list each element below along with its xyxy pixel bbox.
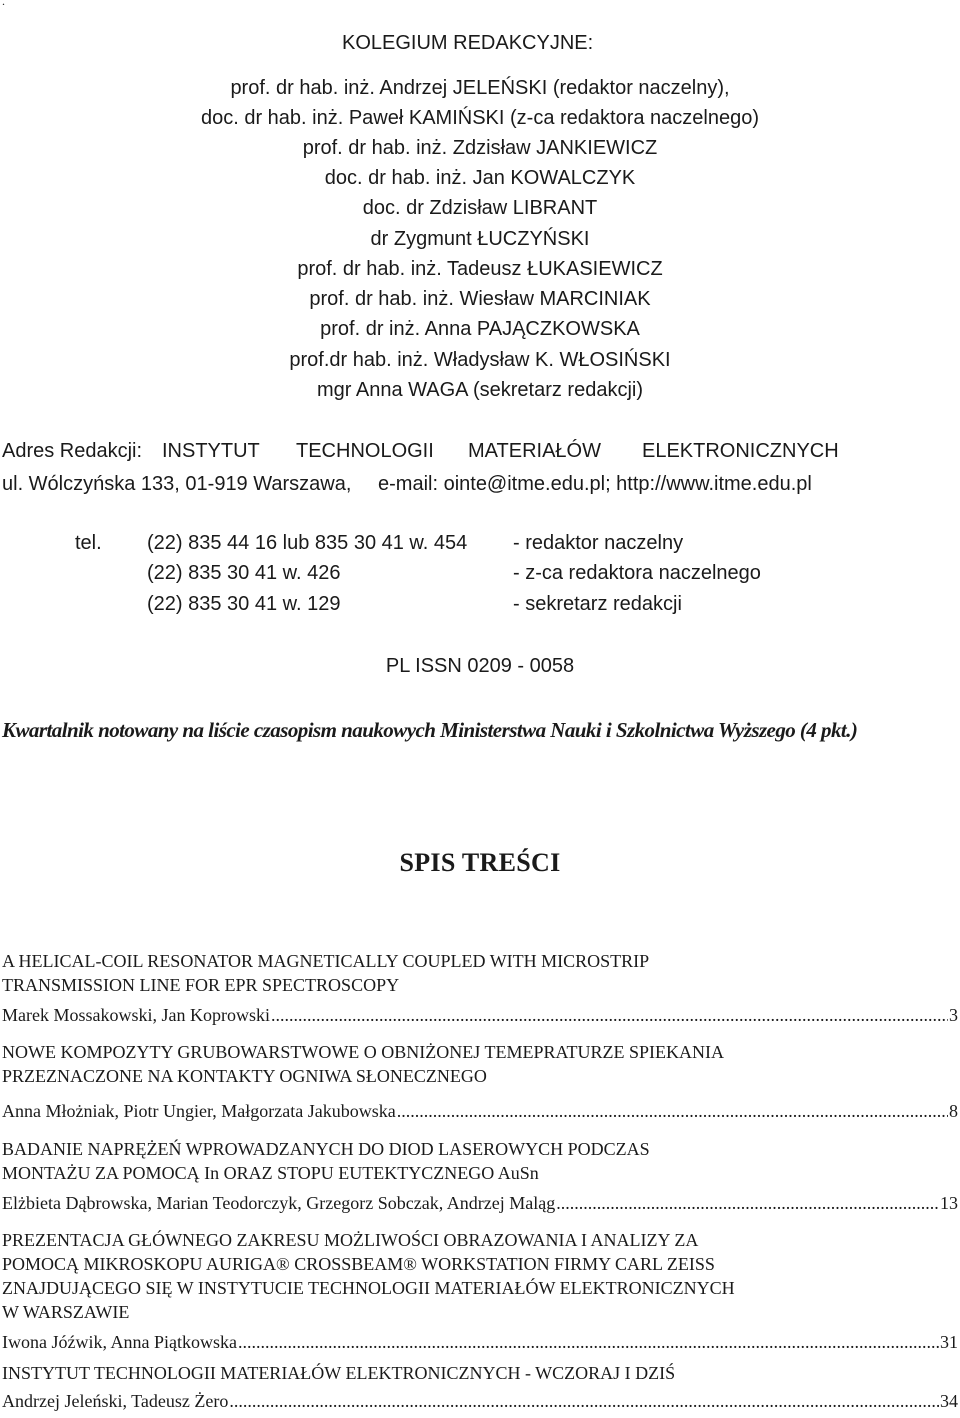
phone-label: tel. [75, 532, 102, 554]
toc-entry-authors: Iwona Jóźwik, Anna Piątkowska [2, 1332, 237, 1352]
toc-entry-page: 3 [949, 1005, 958, 1025]
journal-notice: Kwartalnik notowany na liście czasopism naukowych Ministerstwa Nauki i Szkolnictwa Wyższego (4 pkt.) [2, 718, 858, 742]
board-member: doc. dr hab. inż. Jan KOWALCZYK [324, 167, 636, 189]
toc-entry-link[interactable] [2, 1391, 958, 1412]
toc-heading: SPIS TREŚCI [399, 848, 561, 877]
toc-entry-title [2, 949, 942, 997]
toc-entry-page: 13 [940, 1193, 958, 1213]
phone-number: (22) 835 44 16 lub 835 30 41 w. 454 [147, 532, 468, 554]
toc-title-line: INSTYTUT TECHNOLOGII MATERIAŁÓW ELEKTRONICZNYCH - WCZORAJ I DZIŚ [2, 1363, 676, 1383]
phone-role: - z-ca redaktora naczelnego [513, 562, 761, 584]
address-word: TECHNOLOGII [296, 440, 434, 462]
toc-entry-page: 34 [940, 1391, 958, 1411]
board-member: prof. dr hab. inż. Tadeusz ŁUKASIEWICZ [297, 258, 663, 280]
address-word: ELEKTRONICZNYCH [642, 440, 839, 462]
toc-title-line: PREZENTACJA GŁÓWNEGO ZAKRESU MOŻLIWOŚCI OBRAZOWANIA I ANALIZY ZA [2, 1230, 699, 1250]
board-member: doc. dr Zdzisław LIBRANT [362, 197, 598, 219]
address-word: MATERIAŁÓW [468, 440, 601, 462]
toc-title-line: MONTAŻU ZA POMOCĄ In ORAZ STOPU EUTEKTYCZNEGO AuSn [2, 1163, 539, 1183]
board-heading: KOLEGIUM REDAKCYJNE: [342, 32, 594, 54]
address-word: INSTYTUT [162, 440, 260, 462]
phone-number: (22) 835 30 41 w. 426 [147, 562, 341, 584]
toc-title-line: POMOCĄ MIKROSKOPU AURIGA® CROSSBEAM® WORKSTATION FIRMY CARL ZEISS [2, 1254, 715, 1274]
toc-leader-dots [397, 1101, 948, 1122]
board-member: prof. dr hab. inż. Andrzej JELEŃSKI (redaktor naczelny), [230, 77, 730, 99]
toc-entry-authors: Marek Mossakowski, Jan Koprowski [2, 1005, 270, 1025]
address-label: Adres Redakcji: [2, 440, 143, 462]
corner-mark: . [2, 0, 5, 8]
toc-entry-link[interactable] [2, 1193, 958, 1214]
toc-entry-link[interactable] [2, 1005, 958, 1026]
toc-entry-title [2, 1137, 942, 1185]
toc-title-line: NOWE KOMPOZYTY GRUBOWARSTWOWE O OBNIŻONEJ TEMEPRATURZE SPIEKANIA [2, 1042, 724, 1062]
toc-entry-link[interactable] [2, 1332, 958, 1353]
phone-role: - sekretarz redakcji [513, 593, 682, 615]
toc-title-line: TRANSMISSION LINE FOR EPR SPECTROSCOPY [2, 975, 400, 995]
toc-entry-title [2, 1228, 942, 1324]
toc-entry-page: 31 [940, 1332, 958, 1352]
toc-entry-title [2, 1040, 942, 1088]
toc-title-line: PRZEZNACZONE NA KONTAKTY OGNIWA SŁONECZNEGO [2, 1066, 487, 1086]
board-member: prof. dr hab. inż. Zdzisław JANKIEWICZ [302, 137, 658, 159]
toc-leader-dots [238, 1332, 939, 1353]
toc-entry-link[interactable] [2, 1101, 958, 1122]
board-member: doc. dr hab. inż. Paweł KAMIŃSKI (z-ca redaktora naczelnego) [200, 107, 760, 129]
toc-entry-page: 8 [949, 1101, 958, 1121]
toc-leader-dots [229, 1391, 939, 1412]
issn: PL ISSN 0209 - 0058 [385, 655, 575, 677]
phone-number: (22) 835 30 41 w. 129 [147, 593, 341, 615]
toc-entry-title [2, 1361, 942, 1385]
phone-role: - redaktor naczelny [513, 532, 684, 554]
toc-entry-authors: Anna Młożniak, Piotr Ungier, Małgorzata Jakubowska [2, 1101, 396, 1121]
board-member: dr Zygmunt ŁUCZYŃSKI [370, 228, 590, 250]
toc-entry-authors: Elżbieta Dąbrowska, Marian Teodorczyk, Grzegorz Sobczak, Andrzej Maląg [2, 1193, 556, 1213]
toc-title-line: A HELICAL-COIL RESONATOR MAGNETICALLY COUPLED WITH MICROSTRIP [2, 951, 650, 971]
toc-leader-dots [556, 1193, 939, 1214]
toc-leader-dots [271, 1005, 948, 1026]
board-member: prof.dr hab. inż. Władysław K. WŁOSIŃSKI [289, 349, 671, 371]
toc-title-line: W WARSZAWIE [2, 1302, 130, 1322]
board-member: mgr Anna WAGA (sekretarz redakcji) [316, 379, 644, 401]
toc-title-line: BADANIE NAPRĘŻEŃ WPROWADZANYCH DO DIOD LASEROWYCH PODCZAS [2, 1139, 650, 1159]
board-member: prof. dr inż. Anna PAJĄCZKOWSKA [320, 318, 640, 340]
toc-entry-authors: Andrzej Jeleński, Tadeusz Żero [2, 1391, 229, 1411]
address-street: ul. Wólczyńska 133, 01-919 Warszawa, [2, 473, 352, 495]
toc-title-line: ZNAJDUJĄCEGO SIĘ W INSTYTUCIE TECHNOLOGII MATERIAŁÓW ELEKTRONICZNYCH [2, 1278, 735, 1298]
address-contact-link[interactable]: e-mail: ointe@itme.edu.pl; http://www.itme.edu.pl [378, 473, 812, 495]
board-member: prof. dr hab. inż. Wiesław MARCINIAK [309, 288, 651, 310]
